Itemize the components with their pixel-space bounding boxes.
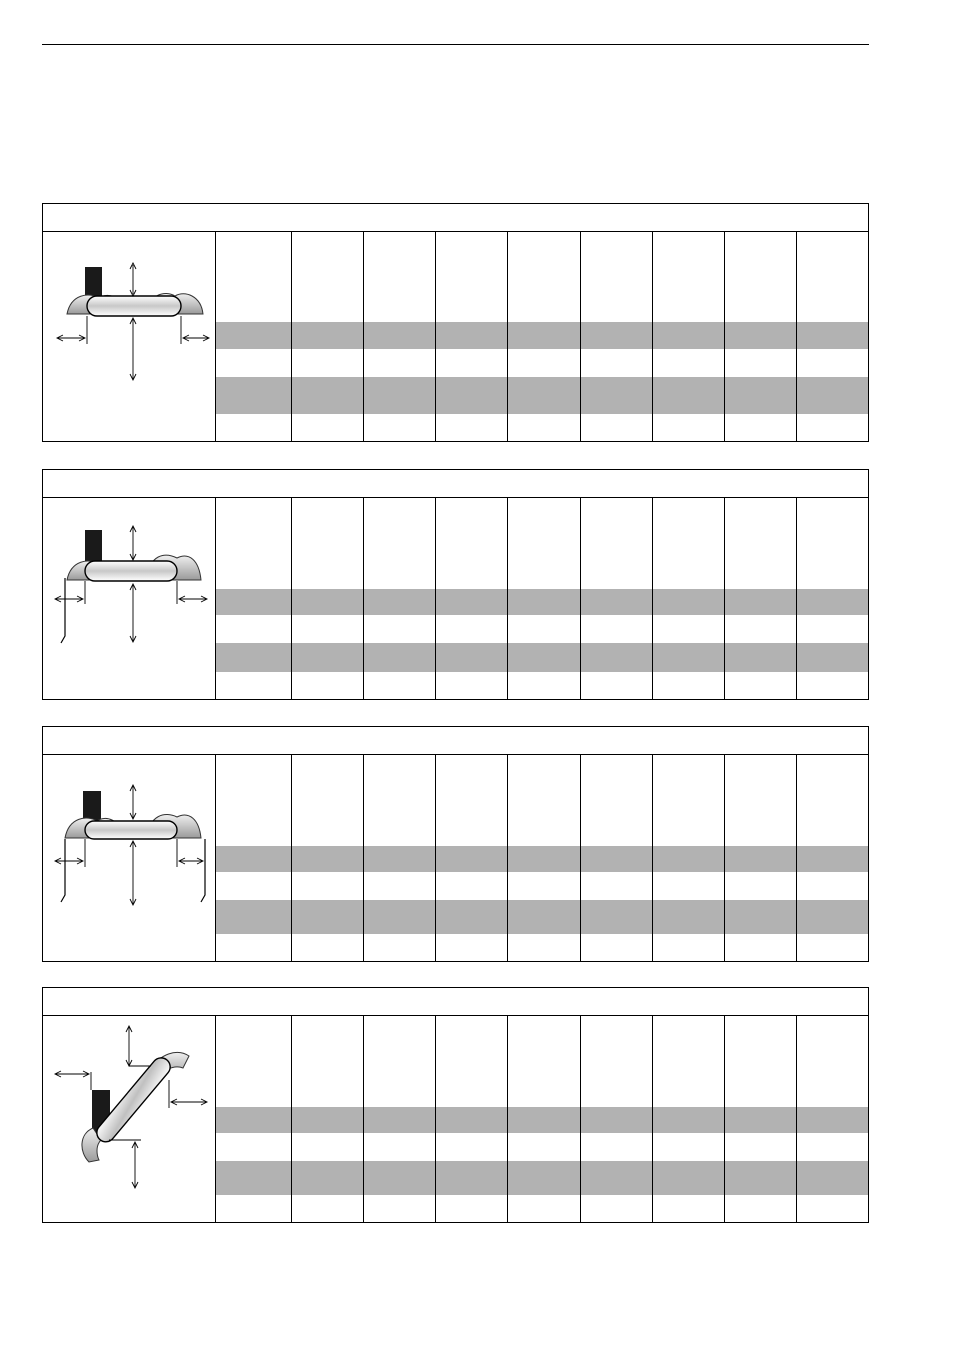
- spec-panel-1: [42, 203, 869, 442]
- table-row: [216, 414, 868, 441]
- shaded-row: [216, 377, 868, 414]
- panel-title: [43, 470, 868, 498]
- column-divider: [291, 755, 292, 961]
- column-divider: [796, 232, 797, 441]
- table-row: [216, 872, 868, 900]
- column-divider: [724, 1016, 725, 1222]
- spec-grid: [216, 755, 868, 961]
- column-divider: [363, 1016, 364, 1222]
- column-divider: [580, 232, 581, 441]
- column-divider: [796, 755, 797, 961]
- shaded-row: [216, 589, 868, 615]
- column-divider: [435, 755, 436, 961]
- column-divider: [291, 232, 292, 441]
- shaded-row: [216, 846, 868, 872]
- column-divider: [363, 232, 364, 441]
- panel-body: [43, 1016, 868, 1222]
- spec-grid: [216, 1016, 868, 1222]
- shaded-row: [216, 643, 868, 672]
- panel-body: [43, 498, 868, 699]
- shaded-row: [216, 1107, 868, 1133]
- column-divider: [291, 498, 292, 699]
- table-row: [216, 934, 868, 961]
- column-divider: [652, 498, 653, 699]
- column-divider: [291, 1016, 292, 1222]
- panel-body: [43, 232, 868, 441]
- panel-title: [43, 204, 868, 232]
- shaded-row: [216, 1161, 868, 1195]
- column-divider: [435, 1016, 436, 1222]
- table-row: [216, 672, 868, 699]
- shaded-row: [216, 900, 868, 934]
- column-divider: [363, 498, 364, 699]
- spec-grid: [216, 232, 868, 441]
- header-rule: [42, 44, 869, 45]
- spec-panel-2: [42, 469, 869, 700]
- column-divider: [724, 232, 725, 441]
- column-divider: [507, 498, 508, 699]
- wall-mount-diagram-angled: [43, 1016, 216, 1222]
- wall-mount-diagram-open: [43, 232, 216, 441]
- table-row: [216, 1133, 868, 1161]
- column-divider: [580, 755, 581, 961]
- wall-mount-diagram-both-sides: [43, 755, 216, 961]
- column-divider: [652, 1016, 653, 1222]
- column-divider: [363, 755, 364, 961]
- shaded-row: [216, 322, 868, 349]
- wall-mount-diagram-one-side: [43, 498, 216, 699]
- panel-title: [43, 727, 868, 755]
- table-row: [216, 615, 868, 643]
- diagram-svg: [43, 232, 215, 441]
- column-divider: [507, 1016, 508, 1222]
- column-divider: [507, 755, 508, 961]
- spec-panel-4: [42, 987, 869, 1223]
- column-divider: [796, 498, 797, 699]
- spec-grid: [216, 498, 868, 699]
- column-divider: [435, 498, 436, 699]
- diagram-svg: [43, 1016, 215, 1222]
- diagram-svg: [43, 498, 215, 699]
- column-divider: [507, 232, 508, 441]
- column-divider: [580, 498, 581, 699]
- column-divider: [652, 755, 653, 961]
- column-divider: [652, 232, 653, 441]
- column-divider: [435, 232, 436, 441]
- column-divider: [796, 1016, 797, 1222]
- column-divider: [580, 1016, 581, 1222]
- panel-body: [43, 755, 868, 961]
- table-row: [216, 349, 868, 377]
- spec-panel-3: [42, 726, 869, 962]
- diagram-svg: [43, 755, 215, 961]
- table-row: [216, 1195, 868, 1222]
- panel-title: [43, 988, 868, 1016]
- column-divider: [724, 755, 725, 961]
- column-divider: [724, 498, 725, 699]
